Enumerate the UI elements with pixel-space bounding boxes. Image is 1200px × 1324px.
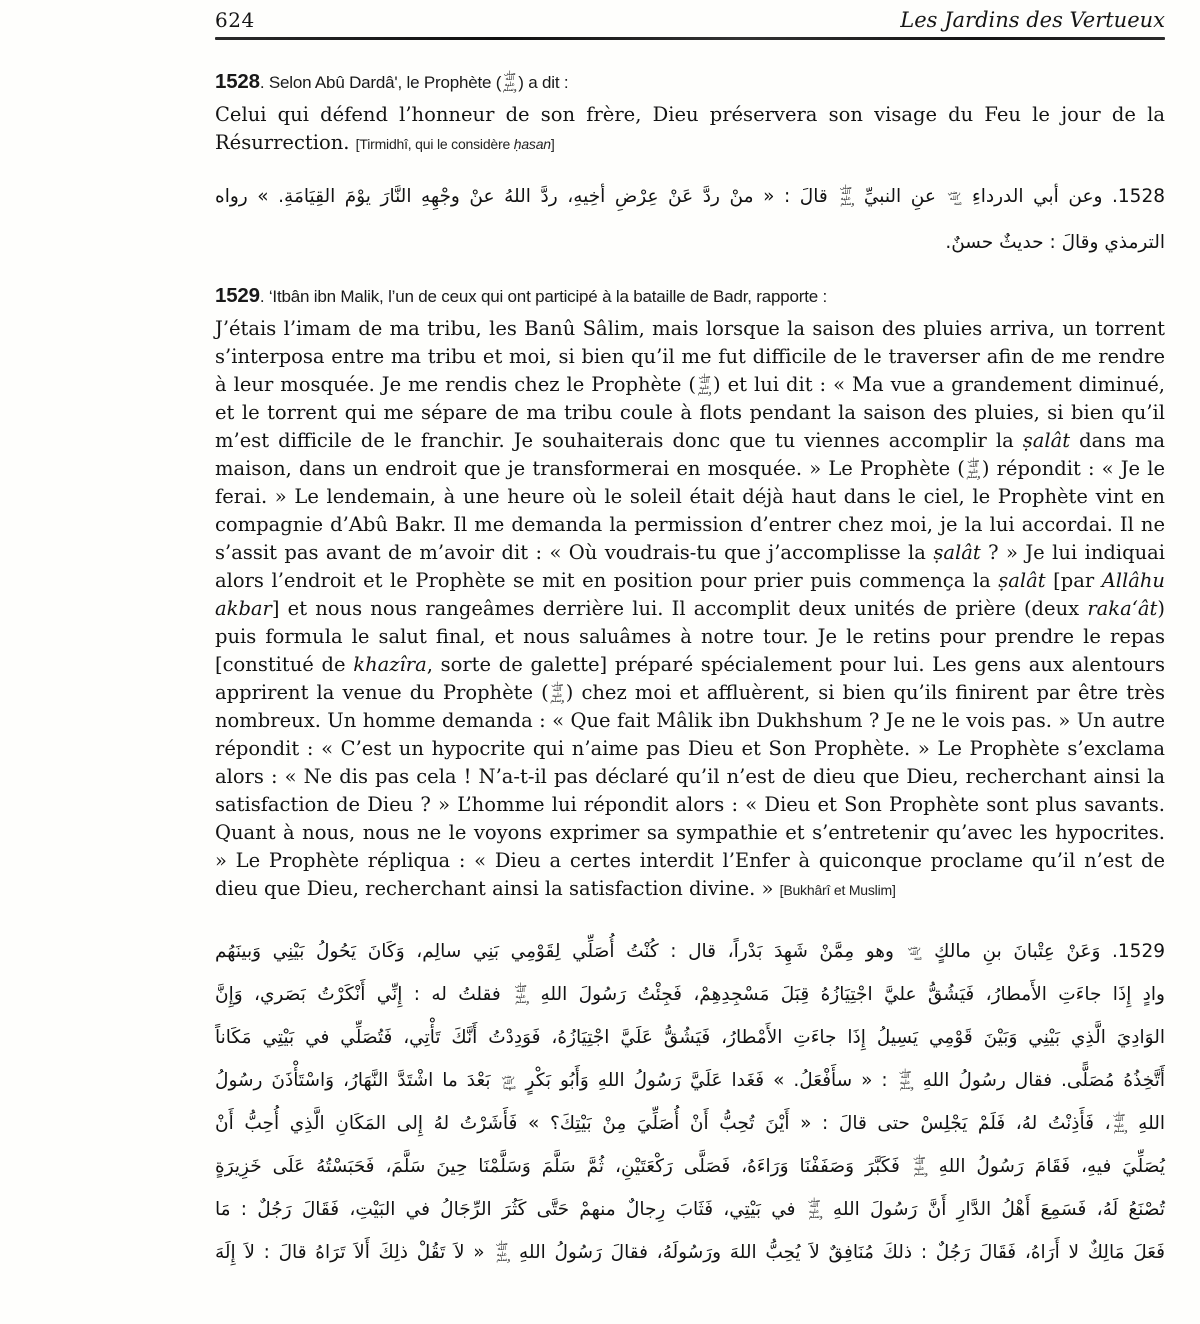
text-segment: وهو مِمَّنْ شَهِدَ بَدْراً، قال : كُنْتُ أُصَلِّي لِقَوْمِي بَنِي سالِم، وَكَانَ يَحُولُ بَيْنِي وَبينَهُم (215, 941, 906, 962)
prophet-honorific-icon: صلى الله عليه وسلم (495, 1239, 511, 1263)
hadith-1528-section (215, 70, 1165, 266)
text-segment: ) a dit : (518, 73, 569, 92)
source-attribution: [Tirmidhî, qui le considère (355, 136, 514, 152)
prophet-honorific-icon: صلى الله عليه وسلم (966, 456, 981, 480)
text-segment: [par (1045, 569, 1102, 592)
text-segment: khazîra (353, 653, 427, 676)
prophet-honorific-icon: صلى الله عليه وسلم (514, 981, 530, 1005)
hadith-1529-arabic-text (215, 930, 1165, 1274)
text-segment: 1529. وَعَنْ عِتْبانَ بنِ مالكٍ (922, 941, 1165, 962)
prophet-honorific-icon: صلى الله عليه وسلم (839, 183, 855, 207)
page-number: 624 (215, 8, 255, 32)
arabic-line-7 (215, 1188, 1165, 1231)
page-header (215, 8, 1165, 37)
hadith-1528-french-text (215, 101, 1165, 158)
arabic-line-2 (215, 220, 1165, 266)
text-segment: فقلتُ له : إِنِّي أَنْكَرْتُ بَصَري، وَإِنَّ (215, 984, 513, 1005)
text-segment: قالَ : « منْ ردَّ عَنْ عِرْضِ أخِيهِ، ردَّ اللهُ عنْ وجْهِهِ النَّارَ يوْمَ القِيَامَةِ. » رواه (215, 186, 838, 207)
arabic-line-4 (215, 1059, 1165, 1102)
text-segment: raka‘ât (1087, 597, 1158, 620)
text-segment: الوَادِيَ الَّذِي بَيْنِي وَبَيْنَ قَوْمِي يَسِيلُ إِذَا جاءَتِ الأَمْطارُ، فَيَشُقُّ عَلَيَّ اجْتِيَازُهُ، فَوَدِدْتُ أَنَّكَ تَأْتِي، فَتُصَلِّي في بَيْتِي مَكَاناً (215, 1027, 1165, 1048)
text-segment: فَعَلَ مَالِكٌ لا أَرَاهُ، فَقَالَ رَجُلٌ : ذلكَ مُنَافِقٌ لاَ يُحِبُّ اللهَ ورَسُولَهُ، فقالَ رَسُولُ اللهِ (510, 1242, 1165, 1263)
prophet-honorific-icon: رضي الله عنهما (501, 1073, 517, 1091)
text-segment: أَتَّخِذُهُ مُصَلًّى. فقال رسُولُ اللهِ (913, 1070, 1165, 1091)
text-segment: dans ma maison, dans un endroit que je transformerai en mosquée. » Le Prophète ( (215, 429, 1165, 480)
header-divider (215, 37, 1165, 40)
hadith-number: 1529 (215, 284, 260, 307)
prophet-honorific-icon: رضي الله عنه (947, 189, 963, 207)
text-segment: فَكَبَّرَ وَصَفَفْنَا وَرَاءَهُ، فَصَلَّى رَكْعَتَيْنِ، ثُمَّ سَلَّمَ وَسَلَّمْنَا حِينَ سَلَّمَ، فَحَبَسْتُهُ عَلَى خَزِيرَةٍ (215, 1156, 911, 1177)
text-segment: ] et nous nous rangeâmes derrière lui. Il accomplit deux unités de prière (deux (271, 597, 1088, 620)
text-segment: تُصْنَعُ لَهُ، فَسَمِعَ أَهْلُ الدَّارِ أَنَّ رَسُولَ اللهِ (822, 1199, 1165, 1220)
prophet-honorific-icon: صلى الله عليه وسلم (550, 680, 565, 704)
prophet-honorific-icon: رضي الله عنه (907, 944, 923, 962)
text-segment: ) et lui dit : « Ma vue a grandement diminué, et le torrent qui me sépare de ma tribu coule à flots pendant la saison des pluies, si bien qu’il m’est difficile de le franchir. Je souhaiterais donc que tu viennes accomplir la (215, 373, 1165, 452)
arabic-line-8 (215, 1231, 1165, 1274)
text-segment: في بَيْتِي، فَثَابَ رِجالٌ منهمْ حَتَّى كَثُرَ الرِّجَالُ في البَيْتِ، فَقَالَ رَجُلٌ : مَا (215, 1199, 806, 1220)
text-segment: Allâhu akbar (215, 569, 1165, 620)
text-segment: اللهِ (1127, 1113, 1165, 1134)
hadith-1528-arabic-text (215, 174, 1165, 266)
source-attribution: [Bukhârî et Muslim] (779, 882, 896, 898)
text-segment: ṣalât (1022, 429, 1071, 452)
text-segment: ? » Je lui indiquai alors l’endroit et le Prophète se mit en position pour prier puis commença la (215, 541, 1166, 592)
prophet-honorific-icon: صلى الله عليه وسلم (697, 372, 712, 396)
text-segment: . ‘Itbân ibn Malik, l’un de ceux qui ont participé à la bataille de Badr, rapporte : (259, 287, 828, 306)
text-segment: عنِ النبيِّ (854, 186, 946, 207)
text-segment: ) puis formula le salut final, et nous saluâmes à notre tour. Je le retins pour prendre le repas [constitué de (215, 597, 1165, 676)
arabic-line-6 (215, 1145, 1165, 1188)
text-segment: الترمذي وقالَ : حديثٌ حسنٌ. (945, 232, 1165, 253)
prophet-honorific-icon: صلى الله عليه وسلم (1113, 1110, 1128, 1134)
hadith-number: 1528 (215, 70, 260, 93)
arabic-line-2 (215, 973, 1165, 1016)
text-segment: ) chez moi et affluèrent, si bien qu’ils finirent par être très nombreux. Un homme demanda : « Que fait Mâlik ibn Dukhshum ? Je ne le vois pas. » Un autre répondit : « C’est un hypocrite qui n’aime pas Dieu et Son Prophète. » Le Prophète s’exclama alors : « Ne dis pas cela ! N’a-t-il pas déclaré qu’il n’est de dieu que Dieu, recherchant ainsi la satisfaction de Dieu ? » L’homme lui répondit alors : « Dieu et Son Prophète sont plus savants. Quant à nous, nous ne le voyons exprimer sa sympathie et s’entretenir qu’avec les hypocrites. » Le Prophète répliqua : « Dieu a certes interdit l’Enfer à quiconque proclame qu’il n’est de dieu que Dieu, recherchant ainsi la satisfaction divine. » (215, 681, 1166, 900)
source-attribution: ḥasan (513, 136, 551, 152)
hadith-1529-heading (215, 284, 1165, 308)
prophet-honorific-icon: صلى الله عليه وسلم (502, 69, 517, 93)
book-title: Les Jardins des Vertueux (900, 8, 1165, 32)
prophet-honorific-icon: صلى الله عليه وسلم (808, 1196, 823, 1220)
text-segment: ṣalât (933, 541, 981, 564)
arabic-line-1 (215, 174, 1165, 220)
text-segment: يُصَلِّيَ فيهِ، فَقَامَ رَسُولُ اللهِ (927, 1156, 1165, 1177)
text-segment: ) répondit : « Je le ferai. » Le lendemain, à une heure où le soleil était déjà haut dans le ciel, le Prophète vint en compagnie d’Abû Bakr. Il me demanda la permission d’entrer chez moi, je la lui accordai. Il ne s’assit pas avant de m’avoir dit : « Où voudrais-tu que j’accomplisse la (215, 457, 1165, 564)
source-attribution: ] (550, 136, 555, 152)
arabic-line-1 (215, 930, 1165, 973)
text-segment: 1528. وعن أبي الدرداءِ (962, 186, 1165, 207)
text-segment: , sorte de galette] préparé spécialement pour lui. Les gens aux alentours apprirent la venue du Prophète ( (215, 653, 1165, 704)
hadith-1529-french-text (215, 315, 1165, 904)
text-segment: بَعْدَ ما اشْتَدَّ النَّهَارُ، وَاسْتَأْذَنَ رسُولُ (215, 1070, 500, 1091)
text-segment: ṣalât (998, 569, 1046, 592)
hadith-1529-section (215, 284, 1165, 1274)
text-segment: وادٍ إِذَا جاءَتِ الأَمطارُ، فَيَشُقُّ عليَّ اجْتِيَازُهُ قِبَلَ مَسْجِدِهِمْ، فَجِئْتُ رَسُولَ اللهِ (529, 984, 1165, 1005)
text-segment: Celui qui défend l’honneur de son frère, Dieu préservera son visage du Feu le jour de la Résurrection. (215, 103, 1165, 154)
prophet-honorific-icon: صلى الله عليه وسلم (913, 1153, 928, 1177)
text-segment: J’étais l’imam de ma tribu, les Banû Sâlim, mais lorsque la saison des pluies arriva, un torrent s’interposa entre ma tribu et moi, si bien qu’il me fut difficile de le traverser afin de me rendre à leur mosquée. Je me rendis chez le Prophète ( (215, 317, 1165, 396)
arabic-line-5 (215, 1102, 1165, 1145)
prophet-honorific-icon: صلى الله عليه وسلم (899, 1067, 914, 1091)
text-segment: « لاَ تَقُلْ ذلِكَ أَلاَ تَرَاهُ قالَ : لاَ إِلَهَ (215, 1242, 494, 1263)
text-segment: . Selon Abû Dardâ', le Prophète ( (259, 73, 502, 92)
text-segment: ، فَأَذِنْتُ لهُ، فَلَمْ يَجْلِسْ حتى قالَ : « أَيْنَ تُحِبُّ أَنْ أُصَلِّيَ مِنْ بَيْتِكَ؟ » فَأَشَرْتُ لهُ إِلى المَكَانِ الَّذِي أُحِبُّ أَنْ (215, 1113, 1111, 1134)
text-segment: : « سأَفْعَلُ. » فَغَدا عَلَيَّ رَسُولُ اللهِ وَأَبُو بَكْرٍ (516, 1070, 897, 1091)
hadith-1528-heading (215, 70, 1165, 94)
arabic-line-3 (215, 1016, 1165, 1059)
